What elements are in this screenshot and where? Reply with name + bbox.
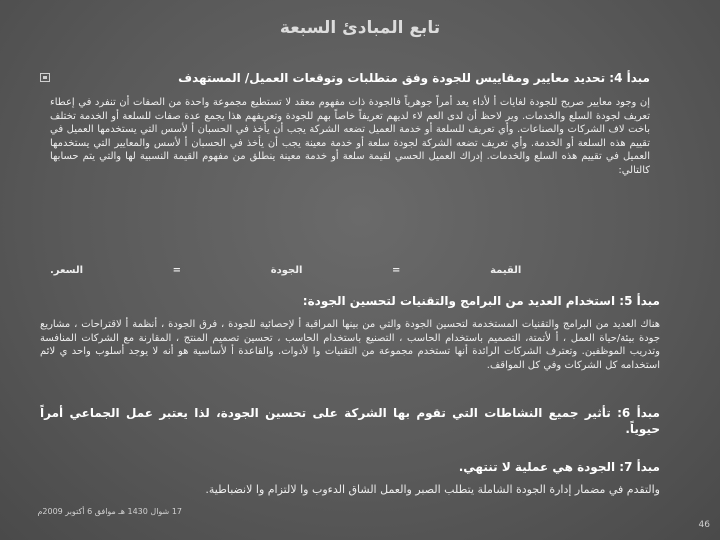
formula-quality: الجودة bbox=[270, 265, 303, 276]
principle-4-body: إن وجود معايير صريح للجودة لغايات أ لأداء يعد أمراً جوهرياً فالجودة ذات مفهوم معقد لا تستطيع مجموعة واحدة من الصفات أن تنفرد في إعطاء تعريف لجودة السلع والخدمات. وير لاحظ أن لدى العم لاء لديهم تعريفاً خاصاً بهم للجودة وتعريفهم هذا يجمع عدة صفات للسلعة أو الخدمة تختلف باخت لاف الشركات والصناعات. وأي تعريف للسلعة أو خدمة العميل تضعه الشركة يجب أن يأخذ في الحسبان أ لأسس التي يستخدمها العميل في تقييم هذه السلعة أو الخدمة. وأي تعريف تضعه الشركة لجودة سلعة أو خدمة معينة يجب أن يأخذ في الحسبان أ لأسس والمعايير التي يستخدمها العميل في تقييم هذه السلع والخدمات. إدراك العميل الحسي لقيمة سلعة أو خدمة معينة ينطلق من مفهوم القيمة النسبية لها والتي يتم حسابها كالتالي: bbox=[50, 97, 650, 176]
formula-value: القيمة bbox=[490, 265, 522, 276]
formula-equals-2: = bbox=[172, 265, 182, 276]
formula-equals-1: = bbox=[392, 265, 401, 276]
bullet-square-icon bbox=[40, 73, 50, 82]
value-formula bbox=[50, 264, 650, 277]
formula-price: السعر. bbox=[50, 265, 84, 276]
principle-5-heading: مبدأ 5: استخدام العديد من البرامج والتقنيات لتحسين الجودة: bbox=[302, 294, 660, 308]
principle-4-heading: مبدأ 4: تحديد معايير ومقاييس للجودة وفق متطلبات وتوقعات العميل/ المستهدف bbox=[178, 71, 650, 85]
principle-5-body: هناك العديد من البرامج والتقنيات المستخدمة لتحسين الجودة والتي من بينها المراقبة أ لإحصائية للجودة ، فرق الجودة ، أنظمة أ لاقتراحات ، مشاريع جودة بيئة/حياة العمل ، أ لأتمتة، التصميم باستخدام الحاسب ، التصنيع باستخدام الحاسب ، تحسين تصميم المنتج ، المقارنة مع الشركات المنافسة وتدريب الموظفين. وتعترف الشركات الرائدة أنها تستخدم مجموعة من التقنيات وا لأدوات. والقاعدة أ لأساسية هو أنه لا يوجد أسلوب واحد ي لائم استخدامه كل الشركات وفي كل المواقف. bbox=[40, 319, 660, 371]
footer-date: 17 شوال 1430 هـ موافق 6 أكتوبر 2009م bbox=[37, 507, 182, 516]
principle-7-heading: مبدأ 7: الجودة هي عملية لا تنتهي. bbox=[458, 460, 660, 474]
principle-6-heading: مبدأ 6: تأثير جميع النشاطات التي تقوم بها الشركة على تحسين الجودة، لذا يعتبر عمل الجماعي أمراً حيوياً. bbox=[40, 406, 660, 436]
slide-title: تابع المبادئ السبعة bbox=[279, 18, 441, 38]
page-number: 46 bbox=[698, 520, 710, 530]
principle-7-body: والتقدم في مضمار إدارة الجودة الشاملة يتطلب الصبر والعمل الشاق الدءوب وا لالتزام وا لانضباطية. bbox=[205, 483, 660, 496]
